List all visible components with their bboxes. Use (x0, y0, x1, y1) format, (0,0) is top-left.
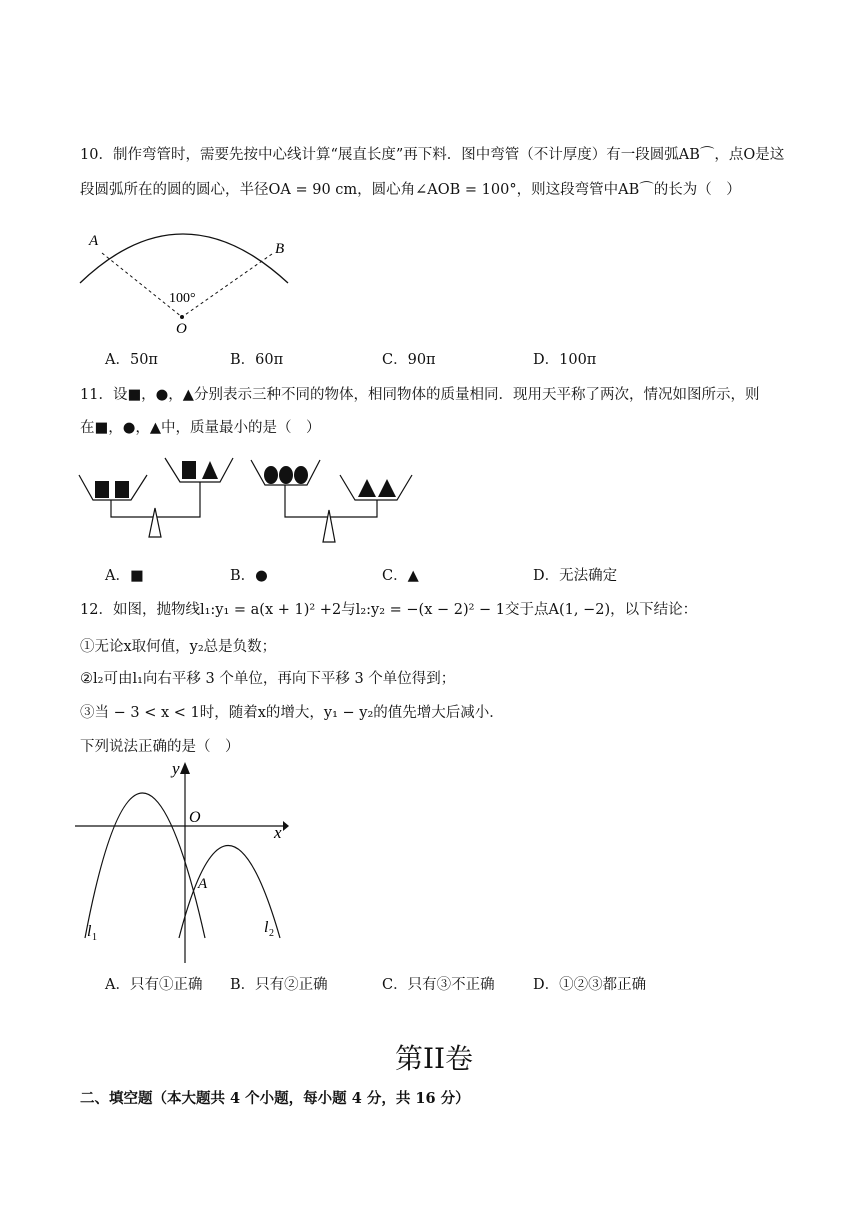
part2-title: 第II卷 (394, 1042, 474, 1075)
balance-1 (79, 458, 233, 537)
q10-option-b: B．60π (230, 352, 284, 368)
q11-line2: 在■，●，▲中，质量最小的是（ ） (80, 420, 321, 436)
label-y: y (172, 759, 180, 778)
q10-line2: 段圆弧所在的圆的圆心，半径OA = 90 cm，圆心角∠AOB = 100°，则这段弯管中AB⌒的长为（ ） (80, 182, 741, 198)
q11-option-b: B．● (230, 568, 268, 584)
q11-balance-figure (75, 450, 420, 550)
q10-option-c: C．90π (382, 352, 436, 368)
q12-line3: ②l₂可由l₁向右平移 3 个单位，再向下平移 3 个单位得到； (80, 671, 456, 687)
label-o: O (189, 809, 201, 826)
q10-arc-figure (75, 225, 295, 340)
label-l2: l (264, 919, 269, 936)
q10-option-d: D．100π (533, 352, 597, 368)
q10-option-a: A．50π (105, 352, 158, 368)
q12-parabola-figure (75, 758, 290, 968)
q11-line1: 11．设■，●，▲分别表示三种不同的物体，相同物体的质量相同．现用天平称了两次，情况如图所示，则 (80, 387, 760, 403)
q12-option-c: C．只有③不正确 (382, 977, 495, 993)
q12-option-d: D．①②③都正确 (533, 977, 647, 993)
q12-line2: ①无论x取何值，y₂总是负数； (80, 639, 277, 655)
q12-option-a: A．只有①正确 (105, 977, 203, 993)
parabola-l1 (85, 793, 205, 938)
label-l2-subscript: 2 (269, 928, 274, 939)
angle-label: 100° (169, 291, 196, 306)
label-x: x (274, 823, 282, 842)
label-b: B (275, 241, 285, 257)
section-heading: 二、填空题（本大题共 4 个小题，每小题 4 分，共 16 分） (80, 1090, 470, 1107)
q12-option-b: B．只有②正确 (230, 977, 328, 993)
radius-oa (102, 253, 182, 317)
center-point-o (180, 315, 184, 319)
y-axis-arrow (180, 762, 190, 774)
x-axis-arrow (283, 821, 289, 831)
label-a: A (198, 876, 208, 892)
balance-2 (251, 460, 412, 542)
label-l1-subscript: 1 (92, 932, 97, 943)
q11-option-d: D．无法确定 (533, 568, 618, 584)
label-l1: l (87, 923, 92, 940)
q11-option-c: C．▲ (382, 568, 419, 584)
q12-line5: 下列说法正确的是（ ） (80, 739, 240, 755)
label-a: A (89, 233, 99, 249)
radius-ob (182, 254, 272, 317)
q12-line1: 12．如图，抛物线l₁:y₁ = a(x + 1)² +2与l₂:y₂ = −(x − 2)² − 1交于点A(1, −2)，以下结论： (80, 602, 698, 618)
q10-line1: 10．制作弯管时，需要先按中心线计算“展直长度”再下料．图中弯管（不计厚度）有一段圆弧AB⌒，点O是这 (80, 147, 785, 163)
q12-line4: ③当 − 3 < x < 1时，随着x的增大，y₁ − y₂的值先增大后减小． (80, 705, 504, 721)
label-o: O (176, 321, 187, 337)
q11-option-a: A．■ (105, 568, 144, 584)
arc-ab (80, 234, 288, 283)
